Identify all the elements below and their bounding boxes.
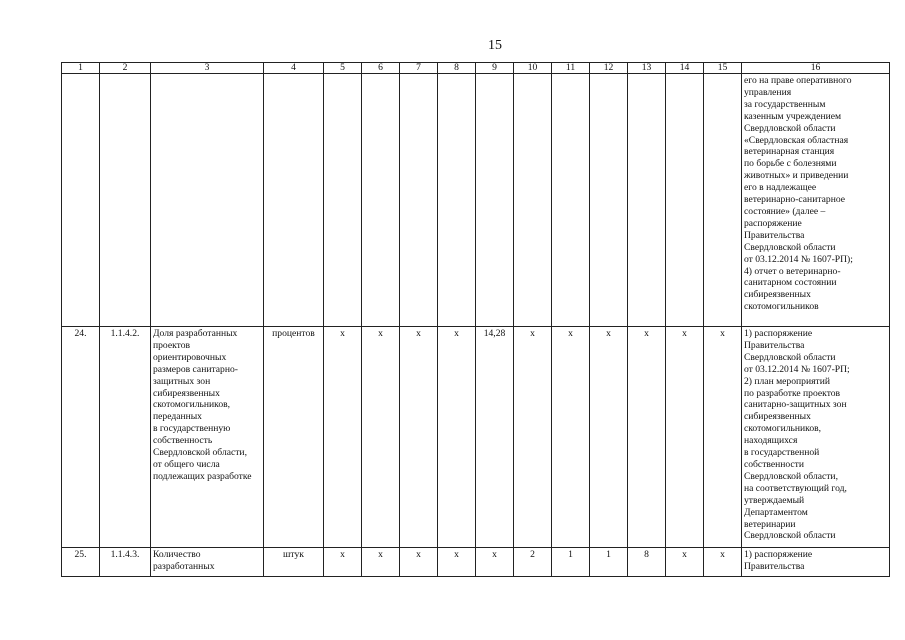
value-cell: х bbox=[438, 548, 476, 577]
row-code: 1.1.4.2. bbox=[100, 327, 151, 548]
empty-cell bbox=[514, 74, 552, 327]
value-cell: 14,28 bbox=[476, 327, 514, 548]
empty-cell bbox=[590, 74, 628, 327]
value-cell: х bbox=[704, 327, 742, 548]
empty-cell bbox=[264, 74, 324, 327]
empty-cell bbox=[100, 74, 151, 327]
value-cell: х bbox=[362, 548, 400, 577]
value-cell: х bbox=[552, 327, 590, 548]
value-cell: х bbox=[514, 327, 552, 548]
value-cell: х bbox=[704, 548, 742, 577]
value-cell: х bbox=[590, 327, 628, 548]
unit-cell: процентов bbox=[264, 327, 324, 548]
header-cell: 15 bbox=[704, 63, 742, 74]
empty-cell bbox=[62, 74, 100, 327]
value-cell: 1 bbox=[552, 548, 590, 577]
indicators-table bbox=[61, 62, 890, 577]
row-code: 1.1.4.3. bbox=[100, 548, 151, 577]
indicator-name: Количество разработанных bbox=[151, 548, 264, 577]
header-cell: 11 bbox=[552, 63, 590, 74]
empty-cell bbox=[324, 74, 362, 327]
empty-cell bbox=[666, 74, 704, 327]
value-cell: х bbox=[666, 327, 704, 548]
value-cell: 2 bbox=[514, 548, 552, 577]
value-cell: 8 bbox=[628, 548, 666, 577]
value-cell: 1 bbox=[590, 548, 628, 577]
header-cell: 4 bbox=[264, 63, 324, 74]
value-cell: х bbox=[324, 548, 362, 577]
header-cell: 1 bbox=[62, 63, 100, 74]
header-cell: 6 bbox=[362, 63, 400, 74]
empty-cell bbox=[438, 74, 476, 327]
header-cell: 5 bbox=[324, 63, 362, 74]
header-row bbox=[62, 63, 890, 74]
header-cell: 14 bbox=[666, 63, 704, 74]
header-cell: 9 bbox=[476, 63, 514, 74]
table-row bbox=[62, 327, 890, 548]
table-row bbox=[62, 548, 890, 577]
empty-cell bbox=[400, 74, 438, 327]
header-cell: 2 bbox=[100, 63, 151, 74]
row-number: 25. bbox=[62, 548, 100, 577]
value-cell: х bbox=[476, 548, 514, 577]
sources-cell: 1) распоряжение Правительства Свердловской области от 03.12.2014 № 1607-РП; 2) план мероприятий по разработке проектов санитарно-защитных зон сибиреязвенных скотомогильников, находящихся в государственной собственности Свердловской области, на соответствующий год, утверждаемый Департаментом ветеринарии Свердловской области bbox=[742, 327, 890, 548]
indicator-name: Доля разработанных проектов ориентировочных размеров санитарно- защитных зон сибиреязвенных скотомогильников, переданных в государственную собственность Свердловской области, от общего числа подлежащих разработке bbox=[151, 327, 264, 548]
header-cell: 8 bbox=[438, 63, 476, 74]
header-cell: 3 bbox=[151, 63, 264, 74]
header-cell: 12 bbox=[590, 63, 628, 74]
sources-cell: 1) распоряжение Правительства bbox=[742, 548, 890, 577]
empty-cell bbox=[151, 74, 264, 327]
value-cell: х bbox=[324, 327, 362, 548]
value-cell: х bbox=[400, 548, 438, 577]
empty-cell bbox=[552, 74, 590, 327]
empty-cell bbox=[704, 74, 742, 327]
page-number: 15 bbox=[488, 38, 502, 53]
header-cell: 10 bbox=[514, 63, 552, 74]
value-cell: х bbox=[438, 327, 476, 548]
empty-cell bbox=[362, 74, 400, 327]
empty-cell bbox=[476, 74, 514, 327]
row-number: 24. bbox=[62, 327, 100, 548]
value-cell: х bbox=[628, 327, 666, 548]
header-cell: 7 bbox=[400, 63, 438, 74]
header-cell: 13 bbox=[628, 63, 666, 74]
empty-cell bbox=[628, 74, 666, 327]
sources-cell: его на праве оперативного управления за государственным казенным учреждением Свердловской области «Свердловская областная ветеринарная станция по борьбе с болезнями животных» и приведении его в надлежащее ветеринарно-санитарное состояние» (далее – распоряжение Правительства Свердловской области от 03.12.2014 № 1607-РП); 4) отчет о ветеринарно- санитарном состоянии сибиреязвенных скотомогильников bbox=[742, 74, 890, 327]
unit-cell: штук bbox=[264, 548, 324, 577]
table-row-continuation bbox=[62, 74, 890, 327]
value-cell: х bbox=[666, 548, 704, 577]
value-cell: х bbox=[362, 327, 400, 548]
header-cell: 16 bbox=[742, 63, 890, 74]
value-cell: х bbox=[400, 327, 438, 548]
